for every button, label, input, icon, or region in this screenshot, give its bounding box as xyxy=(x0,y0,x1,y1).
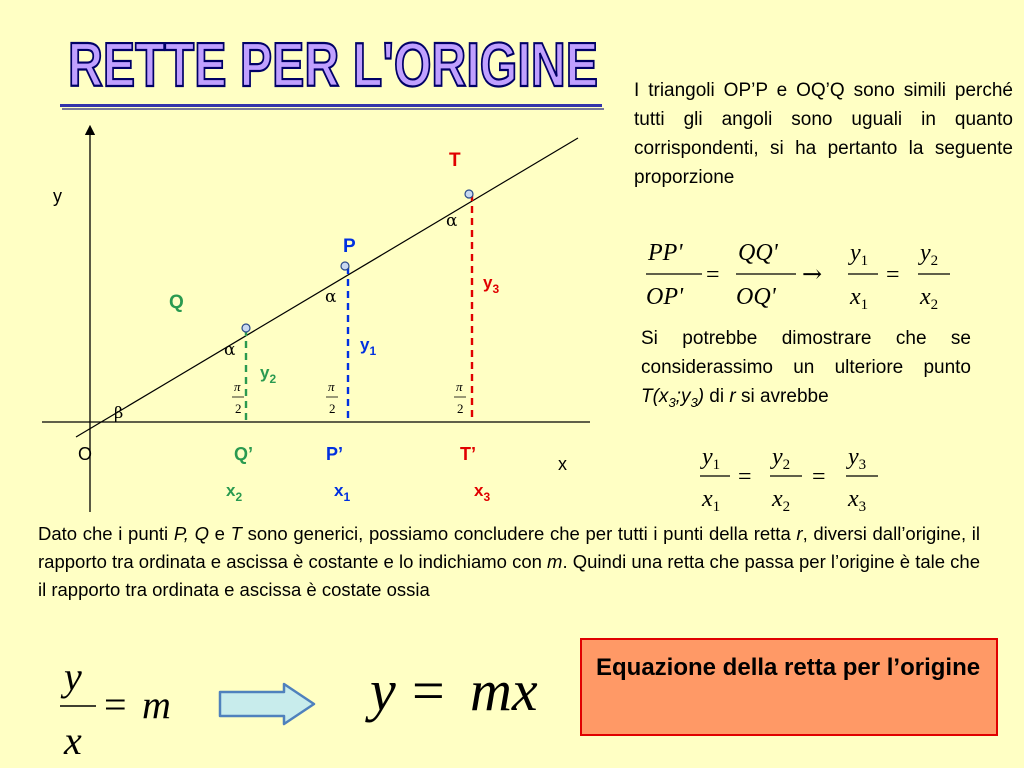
further-point-paragraph xyxy=(641,324,971,417)
right-angle-T xyxy=(454,379,466,416)
point-P-marker xyxy=(341,262,349,270)
p2-sub-a: 3 xyxy=(668,394,676,410)
label-P-foot: P’ xyxy=(326,444,344,464)
p2-semi: ;y xyxy=(675,386,691,407)
ratio-y: y xyxy=(64,654,82,699)
p2-text-3: si avrebbe xyxy=(735,386,829,407)
p2-r: r xyxy=(729,386,736,407)
point-T-marker xyxy=(465,190,473,198)
label-x3: $x_3$ xyxy=(474,481,491,504)
frac-OP-den: OP' xyxy=(646,284,684,310)
f2-num: $y_2$ xyxy=(772,444,791,473)
proportion-three-points xyxy=(698,438,898,518)
frac-x2-den: $x_2$ xyxy=(920,284,939,313)
frac-y1-x1 xyxy=(848,240,878,313)
two-Q: 2 xyxy=(235,401,242,416)
label-y3: $y_3$ xyxy=(483,273,500,296)
label-T-foot: T’ xyxy=(460,444,476,464)
two-P: 2 xyxy=(329,401,336,416)
b-t5: . Quindi una retta che passa per l’origine è tale che il rapporto tra ordinata e ascissa è costate ossia xyxy=(38,551,981,600)
line-equation xyxy=(366,652,566,732)
label-y1: $y_1$ xyxy=(360,335,377,358)
frac-y2-x2 xyxy=(918,240,950,313)
implies-arrow: → xyxy=(802,260,823,288)
label-T: T xyxy=(449,150,461,171)
frac-x1-den: $x_1$ xyxy=(850,284,869,313)
f1-num: $y_1$ xyxy=(702,444,721,473)
right-angle-Q xyxy=(232,379,244,416)
two-T: 2 xyxy=(457,401,464,416)
p2-text-1: Si potrebbe dimostrare che se considerassimo un ulteriore punto xyxy=(641,328,971,378)
b-i3: r xyxy=(796,523,803,544)
right-arrow-icon xyxy=(218,682,318,726)
frac-OQ-den: OQ' xyxy=(736,284,776,310)
proportion-similar-triangles xyxy=(640,232,960,322)
frac-y1-num: $y_1$ xyxy=(850,240,869,269)
f2-den: $x_2$ xyxy=(772,486,791,515)
title-text: RETTE PER L'ORIGINE xyxy=(68,31,598,100)
frac-QQ-num: QQ' xyxy=(738,240,778,266)
equation-eq: = xyxy=(412,658,445,723)
equation-y: y xyxy=(370,658,396,723)
frac-PP-num: PP' xyxy=(648,240,683,266)
pi-Q: π xyxy=(234,379,241,394)
axis-y-label: y xyxy=(53,186,62,206)
angle-alpha-Q: α xyxy=(224,340,236,360)
ratio-eq: = xyxy=(104,682,127,727)
right-angle-P xyxy=(326,379,338,416)
b-i1: P, Q xyxy=(173,523,209,544)
p2-point: T(x xyxy=(641,386,669,407)
label-P: P xyxy=(343,236,356,257)
label-y2: $y_2$ xyxy=(260,363,277,386)
p2-text-2: di xyxy=(704,386,730,407)
f3-num: $y_3$ xyxy=(848,444,867,473)
equation-caption: Equazione della retta per l’origine xyxy=(596,654,981,681)
angle-alpha-P: α xyxy=(325,287,337,307)
ratio-m: m xyxy=(142,682,171,727)
f1-den: $x_1$ xyxy=(702,486,721,515)
frac-y2-num: $y_2$ xyxy=(920,240,939,269)
conclusion-paragraph xyxy=(38,520,980,604)
angle-beta: β xyxy=(114,403,124,422)
b-t1: Dato che i punti xyxy=(38,523,174,544)
ratio-x: x xyxy=(64,718,82,763)
b-i2: T xyxy=(230,523,242,544)
label-x1: $x_1$ xyxy=(334,481,351,504)
f3-den: $x_3$ xyxy=(848,486,867,515)
label-x2: $x_2$ xyxy=(226,481,243,504)
label-Q-foot: Q’ xyxy=(234,444,254,464)
b-t2: e xyxy=(208,523,231,544)
pi-T: π xyxy=(456,379,463,394)
b-t4: , diversi dall’origine, il rapporto tra ordinata e ascissa è costante e lo indichiamo con xyxy=(38,523,980,572)
point-Q-marker xyxy=(242,324,250,332)
p2-sub-b: 3 xyxy=(690,394,698,410)
p2-close: ) xyxy=(697,386,705,407)
axis-x-label: x xyxy=(558,454,567,474)
intro-paragraph: I triangoli OP’P e OQ’Q sono simili perché tutti gli angoli sono uguali in quanto corrispondenti, si ha pertanto la seguente proporzione xyxy=(634,80,1013,188)
angle-alpha-T: α xyxy=(446,211,458,231)
origin-label: O xyxy=(78,444,93,464)
equation-mx: mx xyxy=(470,658,538,723)
equation-caption-box xyxy=(580,638,998,736)
b-i4: m xyxy=(547,551,563,572)
b-t3: sono generici, possiamo concludere che per tutti i punti della retta xyxy=(241,523,797,544)
f-eq-1: = xyxy=(738,464,752,490)
f-eq-2: = xyxy=(812,464,826,490)
eq-2: = xyxy=(886,262,900,288)
eq-1: = xyxy=(706,262,720,288)
label-Q: Q xyxy=(169,292,184,313)
ratio-formula xyxy=(56,652,196,764)
pi-P: π xyxy=(328,379,335,394)
